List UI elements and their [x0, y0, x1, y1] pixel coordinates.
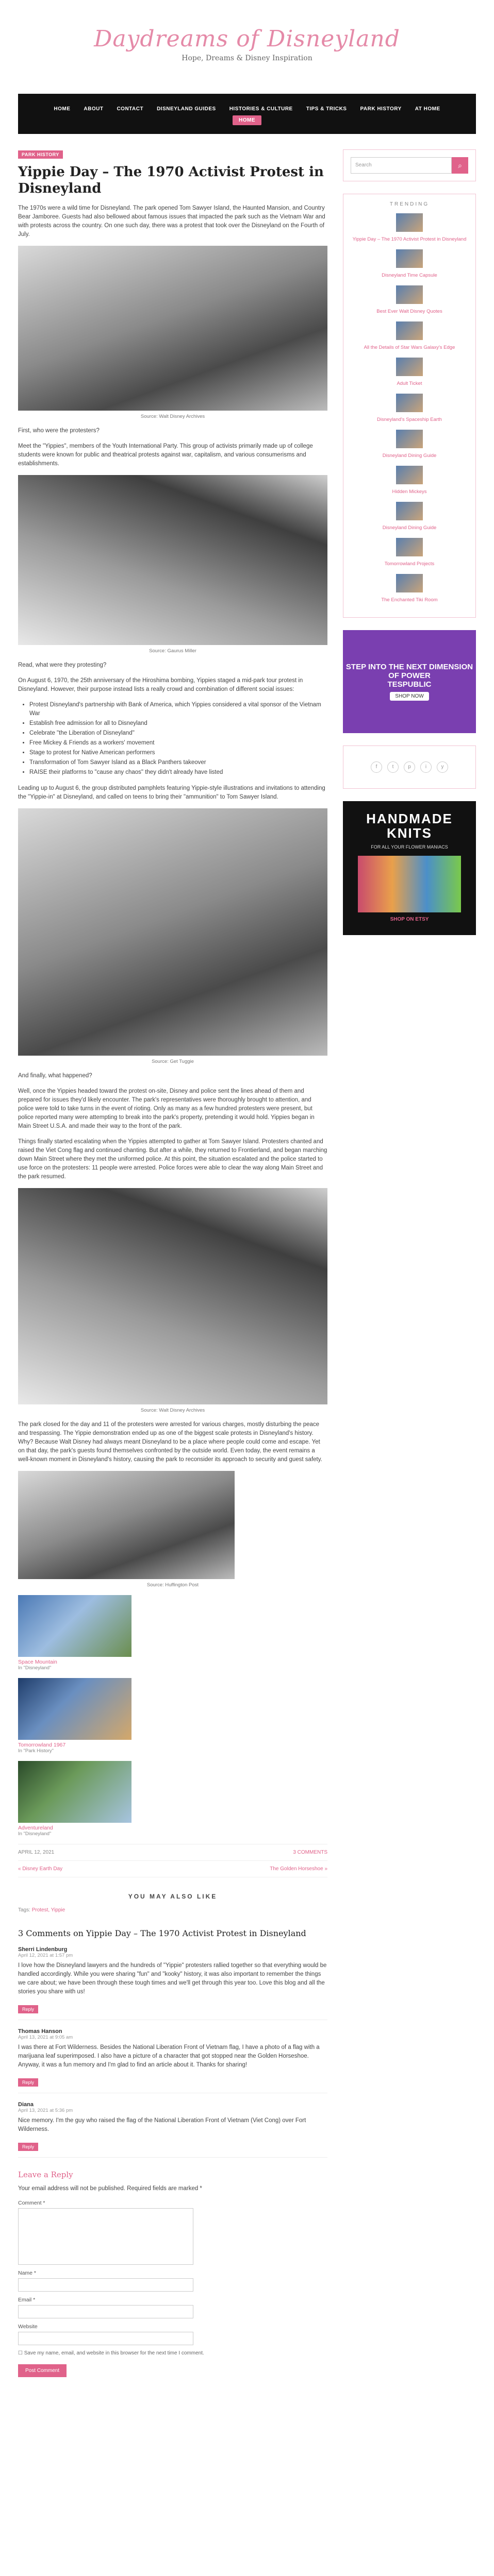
trending-title: TRENDING	[389, 201, 430, 207]
trending-item[interactable]	[351, 430, 468, 460]
paragraph: Leading up to August 6, the group distributed pamphlets featuring Yippie-style illustrations and invitations to attending the "Yippie-in" at Disneyland, and called on teens to bring their "ammunition" to Tom Sawyer Island.	[18, 785, 325, 800]
trending-item[interactable]	[351, 574, 468, 604]
paragraph: And finally, what happened?	[18, 1073, 92, 1079]
list-item: • Free Mickey & Friends as a workers' movement	[29, 739, 327, 748]
trending-link[interactable]: Disneyland Dining Guide	[382, 525, 437, 531]
pinterest-icon[interactable]: p	[404, 761, 415, 773]
trending-item[interactable]	[351, 466, 468, 496]
main-nav	[18, 94, 476, 134]
logo-script: Daydreams of Disneyland	[94, 25, 400, 52]
related-post[interactable]	[18, 1761, 327, 1837]
related-link[interactable]: Tomorrowland 1967	[18, 1742, 66, 1748]
tag-links[interactable]: Protest, Yippie	[31, 1907, 65, 1913]
comment	[18, 1946, 327, 2020]
site-logo[interactable]	[0, 0, 494, 88]
twitter-icon[interactable]: t	[387, 761, 399, 773]
trending-link[interactable]: Disneyland Time Capsule	[382, 273, 437, 278]
search-icon[interactable]: ⌕	[452, 157, 468, 174]
search-widget	[343, 149, 476, 181]
paragraph: The 1970s were a wild time for Disneyland. The park opened Tom Sawyer Island, the Haunted Mansion, and Country Bear Jamboree. Guests had also bellowed about famous issues that impacted the park such as the Vietnam War and with protests across the country. On one such day, there was a protest that took over the Disneyland on the Fourth of July.	[18, 205, 325, 238]
police-line-photo	[18, 1188, 327, 1404]
post-navigation	[18, 1861, 327, 1877]
related-post[interactable]	[18, 1595, 327, 1671]
paragraph: Meet the "Yippies", members of the Youth International Party. This group of activists primarily made up of college students were known for public and theatrical protests against war, capitalism, and various consumerisms and establishments.	[18, 443, 313, 467]
comment-text: Nice memory. I'm the guy who raised the flag of the National Liberation Front of Vietnam (Viet Cong) over Fort Wilderness.	[18, 2117, 306, 2132]
trending-link[interactable]: Hidden Mickeys	[392, 489, 427, 495]
comment-author[interactable]: Thomas Hanson	[18, 2028, 62, 2035]
website-field[interactable]	[18, 2332, 193, 2345]
social-widget	[343, 745, 476, 789]
trending-thumbnail[interactable]	[396, 321, 423, 340]
related-thumbnail[interactable]	[18, 1678, 131, 1740]
list-item: • Celebrate "the Liberation of Disneyland"	[29, 729, 327, 738]
trending-thumbnail[interactable]	[396, 538, 423, 556]
paragraph: The park closed for the day and 11 of the protesters were arrested for various charges, mostly disturbing the peace and trespassing. The Yippie demonstration ended up as one of the biggest scale protests in Disneyland's history. Why? Because Walt Disney had always meant Disneyland to be a place where people could come and escape. Yet on that day, the park's guests found themselves confronted by the outside world. Even today, the event remains a well-known moment in Disneyland's history, causing the park to reconsider its approach to security and guest safety.	[18, 1421, 322, 1463]
trending-item[interactable]	[351, 394, 468, 423]
trending-thumbnail[interactable]	[396, 574, 423, 592]
trending-link[interactable]: Tomorrowland Projects	[384, 561, 435, 567]
email-label: Email *	[18, 2297, 36, 2303]
yarn-image	[358, 856, 461, 912]
post-comment-button[interactable]: Post Comment	[18, 2364, 67, 2377]
email-field[interactable]	[18, 2305, 193, 2318]
protest-goals-list	[29, 701, 327, 777]
comment-date[interactable]: April 13, 2021 at 5:36 pm	[18, 2108, 73, 2113]
nav-item-at-home[interactable]: AT HOME	[415, 106, 440, 112]
trending-thumbnail[interactable]	[396, 502, 423, 520]
prev-post-link[interactable]: « Disney Earth Day	[18, 1866, 63, 1872]
tags-label: Tags:	[18, 1907, 30, 1913]
trending-item[interactable]	[351, 213, 468, 243]
protest-photo-3	[18, 808, 327, 1056]
knit-subtitle: FOR ALL YOUR FLOWER MANIACS	[371, 844, 448, 850]
leave-reply-heading: Leave a Reply	[18, 2170, 73, 2179]
reply-button[interactable]: Reply	[18, 2005, 38, 2013]
facebook-icon[interactable]: f	[371, 761, 382, 773]
category-badge[interactable]: PARK HISTORY	[18, 150, 63, 159]
comment-date[interactable]: April 13, 2021 at 9:05 am	[18, 2035, 73, 2040]
trending-thumbnail[interactable]	[396, 213, 423, 232]
nav-item-about[interactable]: ABOUT	[84, 106, 104, 112]
youtube-icon[interactable]: y	[437, 761, 448, 773]
nav-item-tips[interactable]: TIPS & TRICKS	[306, 106, 347, 112]
name-label: Name *	[18, 2270, 37, 2276]
paragraph: Things finally started escalating when the Yippies attempted to gather at Tom Sawyer Island. Protesters chanted and raised the Viet Cong flag and continued chanting. But after a while, they returned to Frontierland, and began marching down Main Street where they met the uniformed police. At this point, the situation escalated and the police started to use force on the protesters: 11 people were arrested. Police forces were able to clear the way along Main Street and the park resumed.	[18, 1139, 327, 1180]
list-item: • Stage to protest for Native American performers	[29, 749, 327, 757]
trending-item[interactable]	[351, 502, 468, 532]
sidebar	[343, 149, 476, 935]
caption: Source: Walt Disney Archives	[140, 1408, 205, 1413]
ad-cta-button[interactable]: SHOP NOW	[390, 692, 429, 701]
trending-link[interactable]: Best Ever Walt Disney Quotes	[376, 309, 442, 314]
trending-item[interactable]	[351, 321, 468, 351]
save-info-checkbox[interactable]: ☐ Save my name, email, and website in this browser for the next time I comment.	[18, 2350, 204, 2356]
trending-thumbnail[interactable]	[396, 466, 423, 484]
paragraph: First, who were the protesters?	[18, 428, 100, 434]
related-link[interactable]: Space Mountain	[18, 1659, 57, 1665]
trending-link[interactable]: Yippie Day – The 1970 Activist Protest in Disneyland	[352, 236, 467, 242]
ad-brand: TESPUBLIC	[387, 680, 432, 689]
related-link[interactable]: Adventureland	[18, 1825, 53, 1831]
nav-item-home[interactable]: HOME	[54, 106, 71, 112]
name-field[interactable]	[18, 2278, 193, 2292]
crowd-photo	[18, 1471, 235, 1579]
comment-label: Comment *	[18, 2200, 45, 2206]
search-input[interactable]: Search	[351, 157, 452, 174]
list-item: • Establish free admission for all to Disneyland	[29, 719, 327, 728]
related-category: In "Disneyland"	[18, 1831, 52, 1837]
save-info-label: Save my name, email, and website in this browser for the next time I comment.	[24, 2350, 204, 2356]
protest-photo-1	[18, 246, 327, 411]
nav-sub-home[interactable]: HOME	[233, 115, 261, 125]
nav-item-guides[interactable]: DISNEYLAND GUIDES	[157, 106, 216, 112]
comment-date[interactable]: April 12, 2021 at 1:57 pm	[18, 1953, 73, 1958]
knit-title: HANDMADE KNITS	[366, 811, 453, 841]
comment-author[interactable]: Sherri Lindenburg	[18, 1946, 68, 1953]
trending-item[interactable]	[351, 285, 468, 315]
trending-thumbnail[interactable]	[396, 285, 423, 304]
comments-count[interactable]: 3 COMMENTS	[293, 1850, 327, 1855]
trending-thumbnail[interactable]	[396, 358, 423, 376]
related-category: In "Disneyland"	[18, 1665, 52, 1671]
caption: Source: Get Tuggie	[152, 1059, 194, 1064]
related-post[interactable]	[18, 1678, 327, 1754]
related-category: In "Park History"	[18, 1748, 54, 1754]
comment-text: I was there at Fort Wilderness. Besides the National Liberation Front of Vietnam flag, I have a photo of a flag with a marijuana leaf superimposed. I also have a picture of a character that got stopped near the Golden Horseshoe. Anyway, it was a fun memory and I'm glad to find an article about it. Thanks for sharing!	[18, 2044, 320, 2068]
trending-item[interactable]	[351, 249, 468, 279]
nav-item-park-history[interactable]: PARK HISTORY	[360, 106, 402, 112]
logo-subtitle: Hope, Dreams & Disney Inspiration	[182, 54, 312, 62]
trending-item[interactable]	[351, 538, 468, 568]
article	[18, 149, 327, 2377]
trending-thumbnail[interactable]	[396, 430, 423, 448]
tags	[18, 1907, 327, 1913]
trending-item[interactable]	[351, 358, 468, 387]
reply-button[interactable]: Reply	[18, 2143, 38, 2151]
knits-ad[interactable]	[343, 801, 476, 935]
related-thumbnail[interactable]	[18, 1761, 131, 1823]
post-date: APRIL 12, 2021	[18, 1850, 55, 1855]
paragraph: Well, once the Yippies headed toward the protest on-site, Disney and police sent the lines ahead of them and prepared for issues they'd likely encounter. The park's representatives were thoroughly brought to attention, and police were told to take turns in the event of rioting. Only as many as a few hundred protesters were present, but police reported many were attempting to break into the park's property, pretending it would hold. Yippies began in Main Street U.S.A. and made their way to the front of the park.	[18, 1088, 315, 1129]
caption: Source: Huffington Post	[146, 1582, 199, 1588]
next-post-link[interactable]: The Golden Horseshoe »	[270, 1866, 327, 1872]
list-item: • RAISE their platforms to "cause any chaos" they didn't already have listed	[29, 768, 327, 777]
comments-title: 3 Comments on Yippie Day – The 1970 Activist Protest in Disneyland	[18, 1928, 306, 1938]
nav-item-contact[interactable]: CONTACT	[117, 106, 144, 112]
paragraph: Read, what were they protesting?	[18, 662, 107, 668]
post-title: Yippie Day – The 1970 Activist Protest in Disneyland	[18, 164, 324, 196]
comment	[18, 2102, 327, 2158]
trending-link[interactable]: Disneyland Dining Guide	[382, 453, 437, 459]
protest-photo-2	[18, 475, 327, 645]
trending-link[interactable]: The Enchanted Tiki Room	[381, 597, 438, 603]
caption: Source: Walt Disney Archives	[140, 414, 205, 419]
list-item: • Transformation of Tom Sawyer Island as a Black Panthers takeover	[29, 758, 327, 767]
trending-thumbnail[interactable]	[396, 394, 423, 412]
trending-link[interactable]: Disneyland's Spaceship Earth	[377, 417, 442, 422]
trending-thumbnail[interactable]	[396, 249, 423, 268]
ad-title: STEP INTO THE NEXT DIMENSION OF POWER	[345, 663, 473, 680]
instagram-icon[interactable]: i	[420, 761, 432, 773]
form-note: Your email address will not be published. Required fields are marked *	[18, 2185, 202, 2192]
reply-button[interactable]: Reply	[18, 2078, 38, 2087]
nav-item-histories[interactable]: HISTORIES & CULTURE	[229, 106, 293, 112]
related-thumbnail[interactable]	[18, 1595, 131, 1657]
trending-widget	[343, 194, 476, 618]
trending-link[interactable]: All the Details of Star Wars Galaxy's Edge	[364, 345, 455, 350]
comment-textarea[interactable]	[18, 2208, 193, 2265]
paragraph: On August 6, 1970, the 25th anniversary of the Hiroshima bombing, Yippies staged a mid-park tour protest in Disneyland. However, their purpose instead lists a really crowd and combination of different social issues:	[18, 677, 303, 692]
trending-link[interactable]: Adult Ticket	[397, 381, 422, 386]
comment-text: I love how the Disneyland lawyers and the hundreds of "Yippie" protesters rallied together so that everything would be handled accordingly. While you were sharing "fun" and "kooky" history, it was also important to remember the things we care about; we have been through these tough times and we'll get through this year too. Love this blog and all the stories you share with us!	[18, 1962, 327, 1995]
comment-author[interactable]: Diana	[18, 2102, 34, 2108]
comment	[18, 2028, 327, 2093]
caption: Source: Gaurus Miller	[149, 648, 196, 654]
knit-cta[interactable]: SHOP ON ETSY	[390, 917, 429, 922]
advertisement[interactable]	[343, 630, 476, 733]
post-meta	[18, 1844, 327, 1861]
website-label: Website	[18, 2324, 38, 2330]
you-may-also-like-heading: YOU MAY ALSO LIKE	[128, 1893, 218, 1900]
list-item: • Protest Disneyland's partnership with Bank of America, which Yippies considered a vital sponsor of the Vietnam War	[29, 701, 327, 718]
